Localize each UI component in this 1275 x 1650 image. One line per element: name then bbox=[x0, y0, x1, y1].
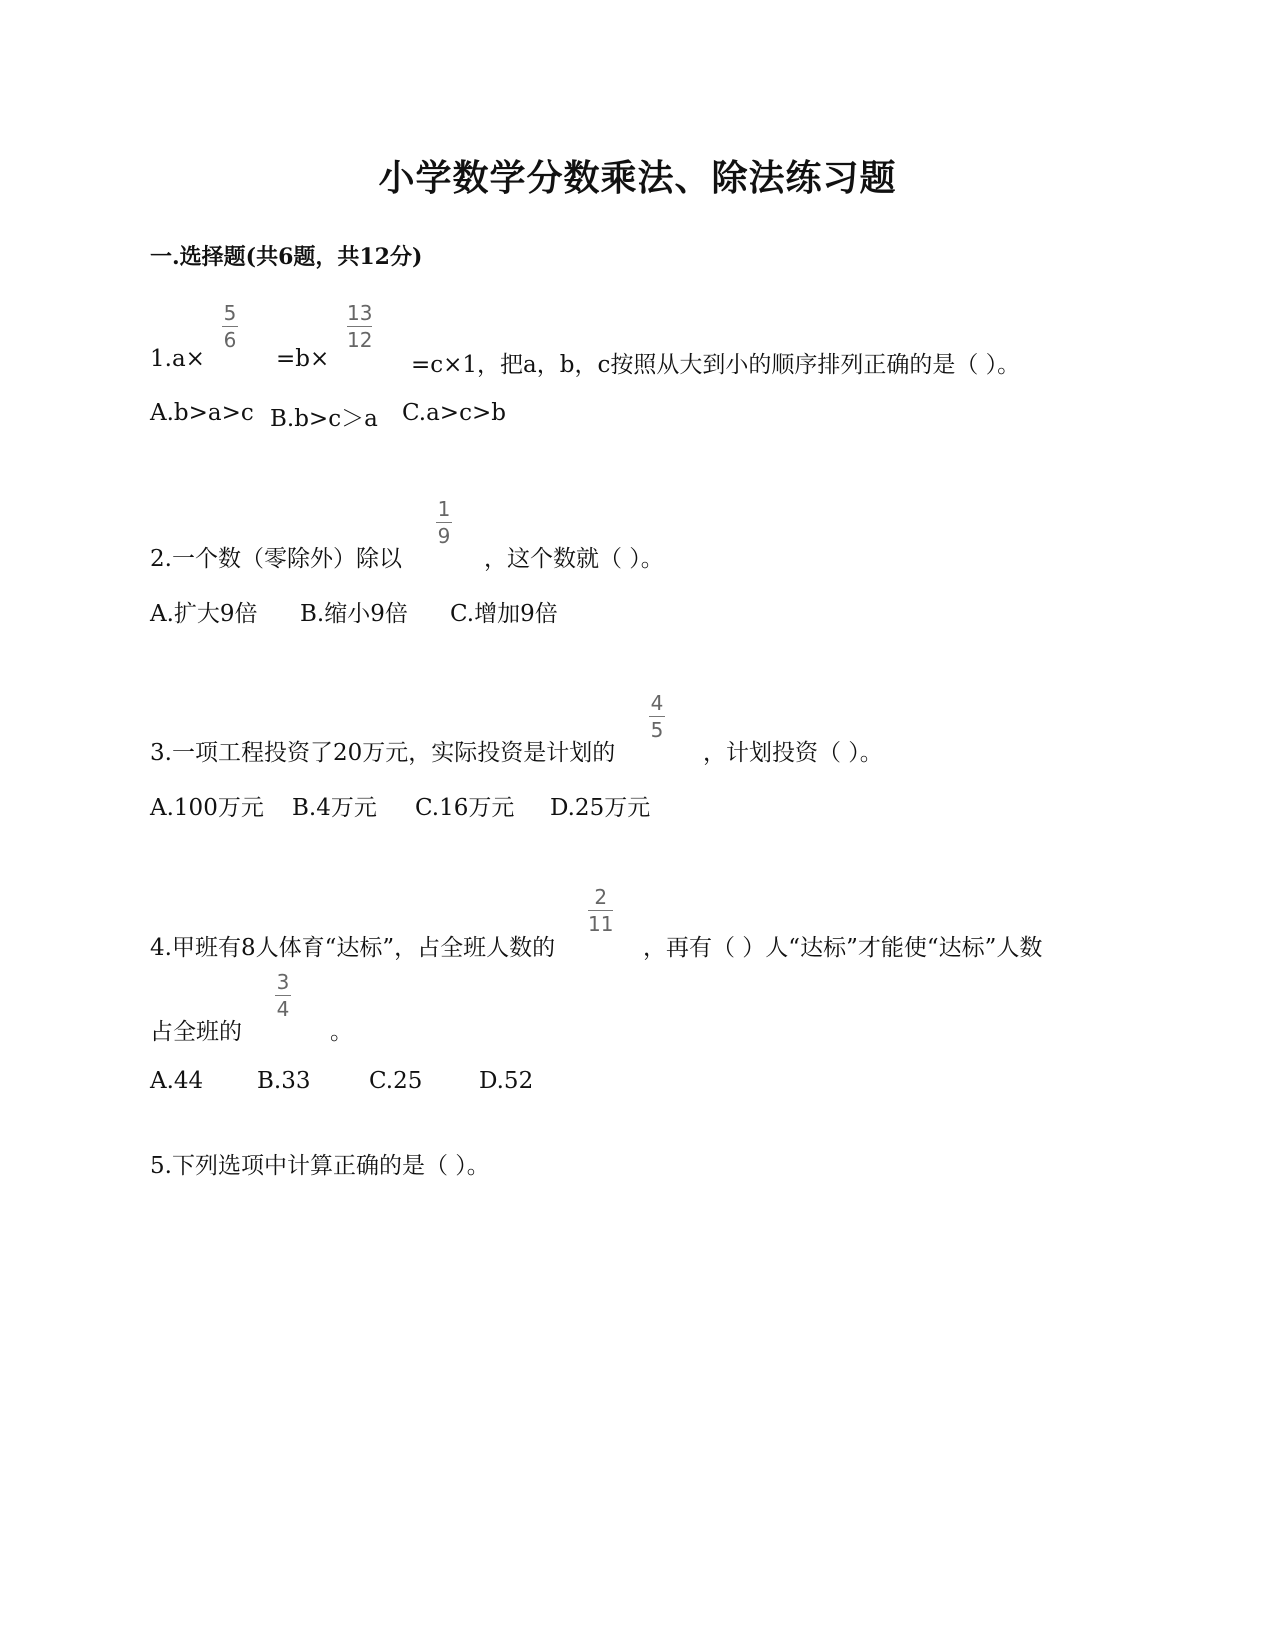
question-text: 占全班的 bbox=[150, 1019, 242, 1045]
fraction-bar bbox=[222, 326, 238, 327]
option-d[interactable]: D.25万元 bbox=[550, 795, 651, 821]
fraction-numerator: 13 bbox=[347, 301, 373, 325]
option-c[interactable]: C.a>c>b bbox=[402, 400, 506, 426]
section-heading: 一.选择题(共6题，共12分) bbox=[150, 244, 423, 270]
question-text: 5.下列选项中计算正确的是（ ）。 bbox=[150, 1153, 490, 1179]
question-text: =c×1，把a，b，c按照从大到小的顺序排列正确的是（ ）。 bbox=[411, 352, 1021, 378]
fraction-denominator: 11 bbox=[588, 912, 614, 936]
option-c[interactable]: C.增加9倍 bbox=[450, 601, 558, 627]
fraction-denominator: 9 bbox=[437, 524, 451, 548]
fraction-4-5 bbox=[649, 692, 665, 741]
fraction-5-6 bbox=[222, 302, 238, 351]
page-title: 小学数学分数乘法、除法练习题 bbox=[378, 157, 897, 199]
fraction-bar bbox=[649, 716, 665, 717]
fraction-denominator: 12 bbox=[347, 328, 373, 352]
question-text: 2.一个数（零除外）除以 bbox=[150, 546, 402, 572]
question-text: 。 bbox=[330, 1019, 353, 1045]
fraction-numerator: 2 bbox=[594, 885, 608, 909]
fraction-bar bbox=[275, 995, 291, 996]
fraction-denominator: 6 bbox=[223, 328, 237, 352]
fraction-numerator: 3 bbox=[276, 970, 290, 994]
question-text: 3.一项工程投资了20万元，实际投资是计划的 bbox=[150, 740, 616, 766]
option-a[interactable]: A.100万元 bbox=[150, 795, 264, 821]
option-b[interactable]: B.4万元 bbox=[292, 795, 377, 821]
option-b[interactable]: B.b>c＞a bbox=[270, 406, 378, 432]
option-a[interactable]: A.44 bbox=[150, 1068, 204, 1094]
question-text: 1.a× bbox=[150, 346, 205, 372]
fraction-bar bbox=[347, 326, 372, 327]
option-b[interactable]: B.缩小9倍 bbox=[300, 601, 408, 627]
fraction-2-11 bbox=[588, 886, 613, 935]
question-text: ，这个数就（ ）。 bbox=[484, 546, 664, 572]
fraction-denominator: 4 bbox=[276, 997, 290, 1021]
option-a[interactable]: A.b>a>c bbox=[150, 400, 254, 426]
option-b[interactable]: B.33 bbox=[257, 1068, 311, 1094]
fraction-numerator: 1 bbox=[437, 497, 451, 521]
question-text: 4.甲班有8人体育“达标”，占全班人数的 bbox=[150, 935, 556, 961]
fraction-1-9 bbox=[436, 498, 452, 547]
option-a[interactable]: A.扩大9倍 bbox=[150, 601, 258, 627]
option-c[interactable]: C.25 bbox=[369, 1068, 423, 1094]
question-text: =b× bbox=[276, 346, 330, 372]
fraction-numerator: 4 bbox=[650, 691, 664, 715]
fraction-numerator: 5 bbox=[223, 301, 237, 325]
fraction-denominator: 5 bbox=[650, 718, 664, 742]
fraction-bar bbox=[588, 910, 613, 911]
option-d[interactable]: D.52 bbox=[479, 1068, 534, 1094]
fraction-3-4 bbox=[275, 971, 291, 1020]
question-text: ，再有（ ）人“达标”才能使“达标”人数 bbox=[643, 935, 1043, 961]
option-c[interactable]: C.16万元 bbox=[415, 795, 515, 821]
fraction-13-12 bbox=[347, 302, 372, 351]
question-text: ，计划投资（ ）。 bbox=[703, 740, 883, 766]
fraction-bar bbox=[436, 522, 452, 523]
